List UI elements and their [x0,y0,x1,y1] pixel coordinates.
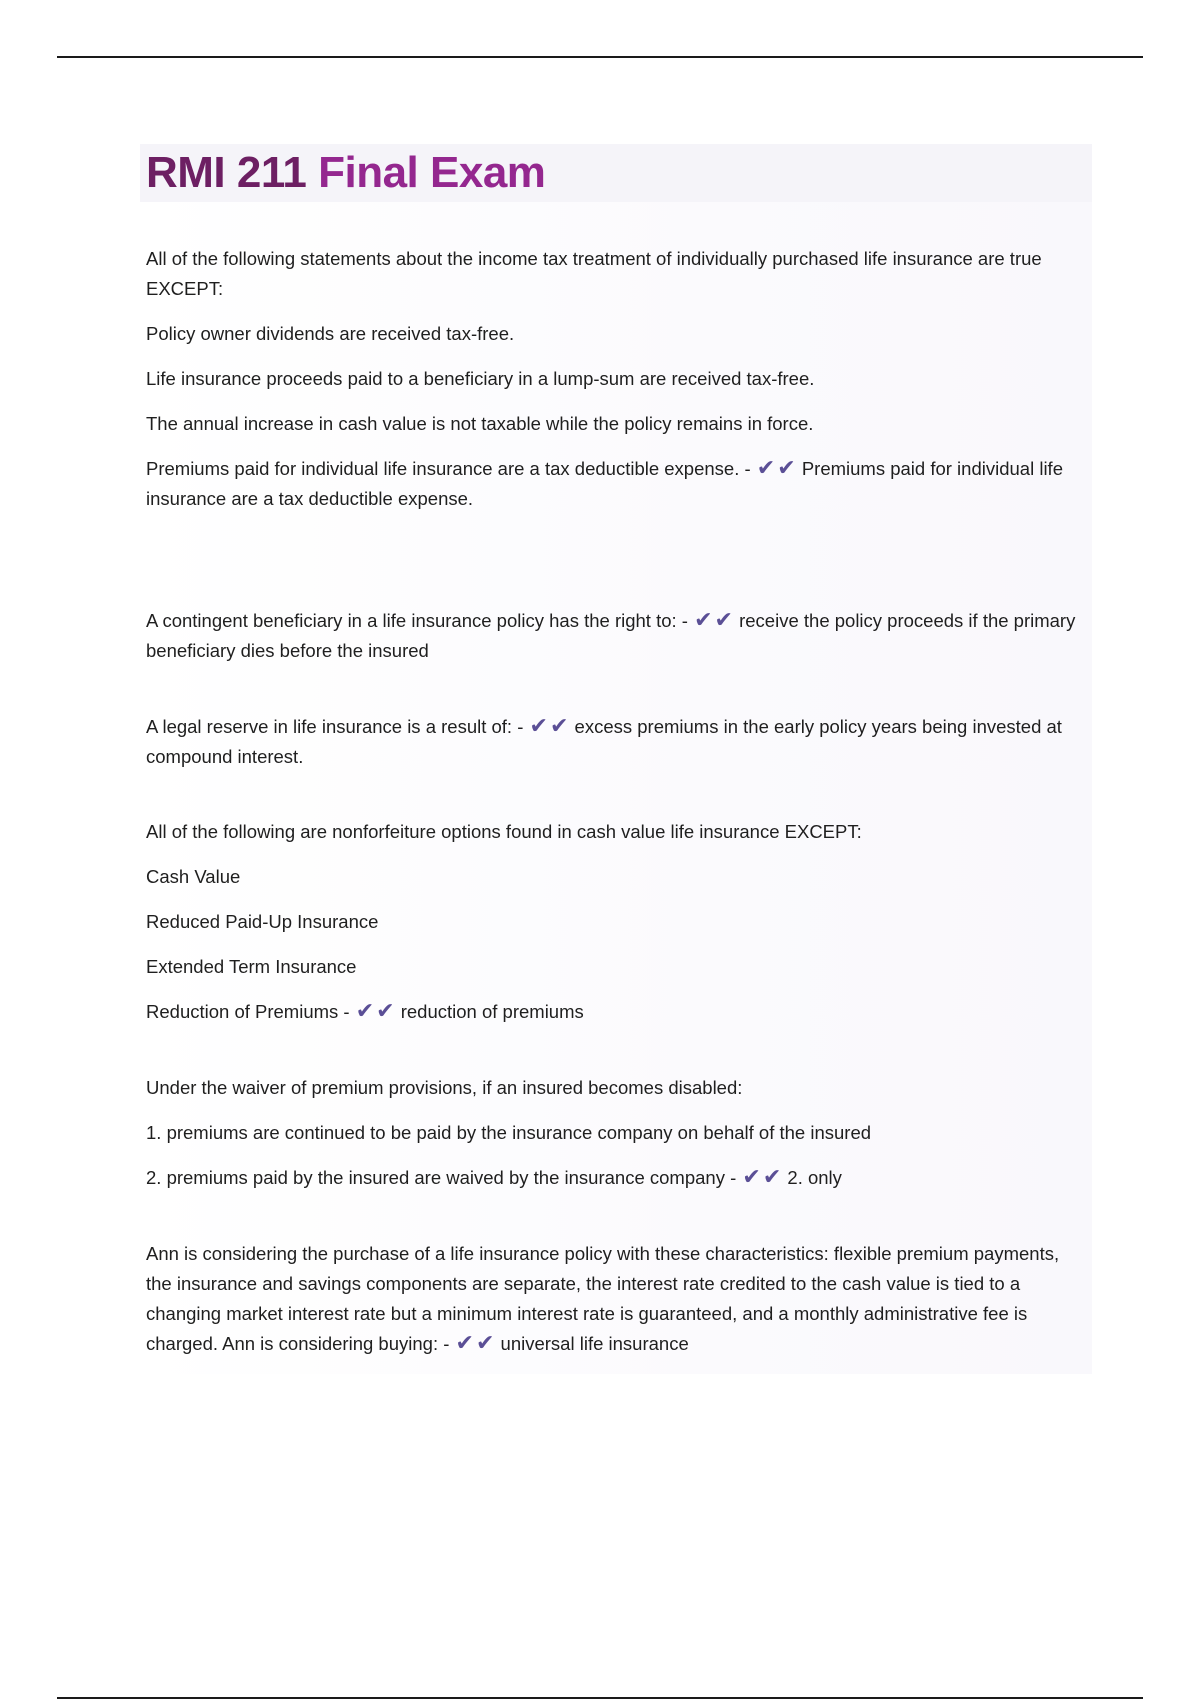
question-text: All of the following are nonforfeiture options found in cash value life insurance EXCEPT: [146,821,862,842]
question-answer-line [146,606,1082,666]
question-final-text: 2. premiums paid by the insured are waived by the insurance company - [146,1167,737,1188]
checkmark-icon: ✔ [475,1331,495,1356]
question-answer-line [146,1163,1082,1193]
question-text: Under the waiver of premium provisions, if an insured becomes disabled: [146,1077,743,1098]
answer-text: receive the policy proceeds if the primary beneficiary dies before the insured [146,610,1076,661]
question-option: Extended Term Insurance [146,956,357,977]
checkmark-icon: ✔ [756,456,776,481]
title-rest: Final Exam [318,148,546,197]
question-option: The annual increase in cash value is not taxable while the policy remains in force. [146,413,814,434]
question-final-text: A legal reserve in life insurance is a result of: - [146,716,524,737]
question-final-text: Reduction of Premiums - [146,1001,350,1022]
question-option: Reduced Paid-Up Insurance [146,911,379,932]
checkmark-icon: ✔ [455,1331,474,1356]
title-banner [140,144,1092,202]
checkmark-icon: ✔ [714,608,733,633]
question-block [146,817,1082,1027]
question-list [140,244,1092,1359]
checkmark-icon: ✔ [762,1165,782,1190]
question-block [146,1239,1082,1359]
question-block [146,606,1082,666]
document-body [140,144,1092,1374]
question-answer-line [146,712,1082,772]
checkmark-icon: ✔ [355,999,375,1024]
question-answer-line [146,454,1082,514]
checkmark-icon: ✔ [529,714,548,739]
answer-text: reduction of premiums [400,1001,584,1022]
checkmark-icon: ✔ [376,999,395,1024]
answer-text: universal life insurance [500,1333,689,1354]
bottom-rule [57,1697,1143,1699]
page-title [146,148,545,198]
answer-text: excess premiums in the early policy years being invested at compound interest. [146,716,1062,767]
question-text: All of the following statements about the income tax treatment of individually purchased life insurance are true EXCEPT: [146,248,1042,299]
checkmark-icon: ✔ [549,714,569,739]
question-final-text: A contingent beneficiary in a life insurance policy has the right to: - [146,610,688,631]
question-answer-line [146,997,1082,1027]
answer-text: 2. only [787,1167,842,1188]
top-rule [57,56,1143,58]
question-final-text: Ann is considering the purchase of a life insurance policy with these characteristics: flexible premium payments, the insurance and savings components are separate, the interest rate credited to the cash value is tied to a changing market interest rate but a minimum interest rate is guaranteed, and a monthly administrative fee is charged. Ann is considering buying: - [146,1243,1060,1354]
checkmark-icon: ✔ [777,456,796,481]
question-option: Life insurance proceeds paid to a beneficiary in a lump-sum are received tax-free. [146,368,815,389]
question-block [146,1073,1082,1193]
question-answer-line [146,1239,1082,1359]
question-option: Cash Value [146,866,241,887]
question-final-text: Premiums paid for individual life insurance are a tax deductible expense. - [146,458,751,479]
question-option: 1. premiums are continued to be paid by the insurance company on behalf of the insured [146,1122,872,1143]
checkmark-icon: ✔ [694,608,713,633]
question-option: Policy owner dividends are received tax-free. [146,323,515,344]
checkmark-icon: ✔ [742,1165,761,1190]
question-block [146,712,1082,772]
question-block [146,244,1082,514]
answer-text: Premiums paid for individual life insurance are a tax deductible expense. [146,458,1063,509]
title-course: RMI 211 [146,148,307,197]
